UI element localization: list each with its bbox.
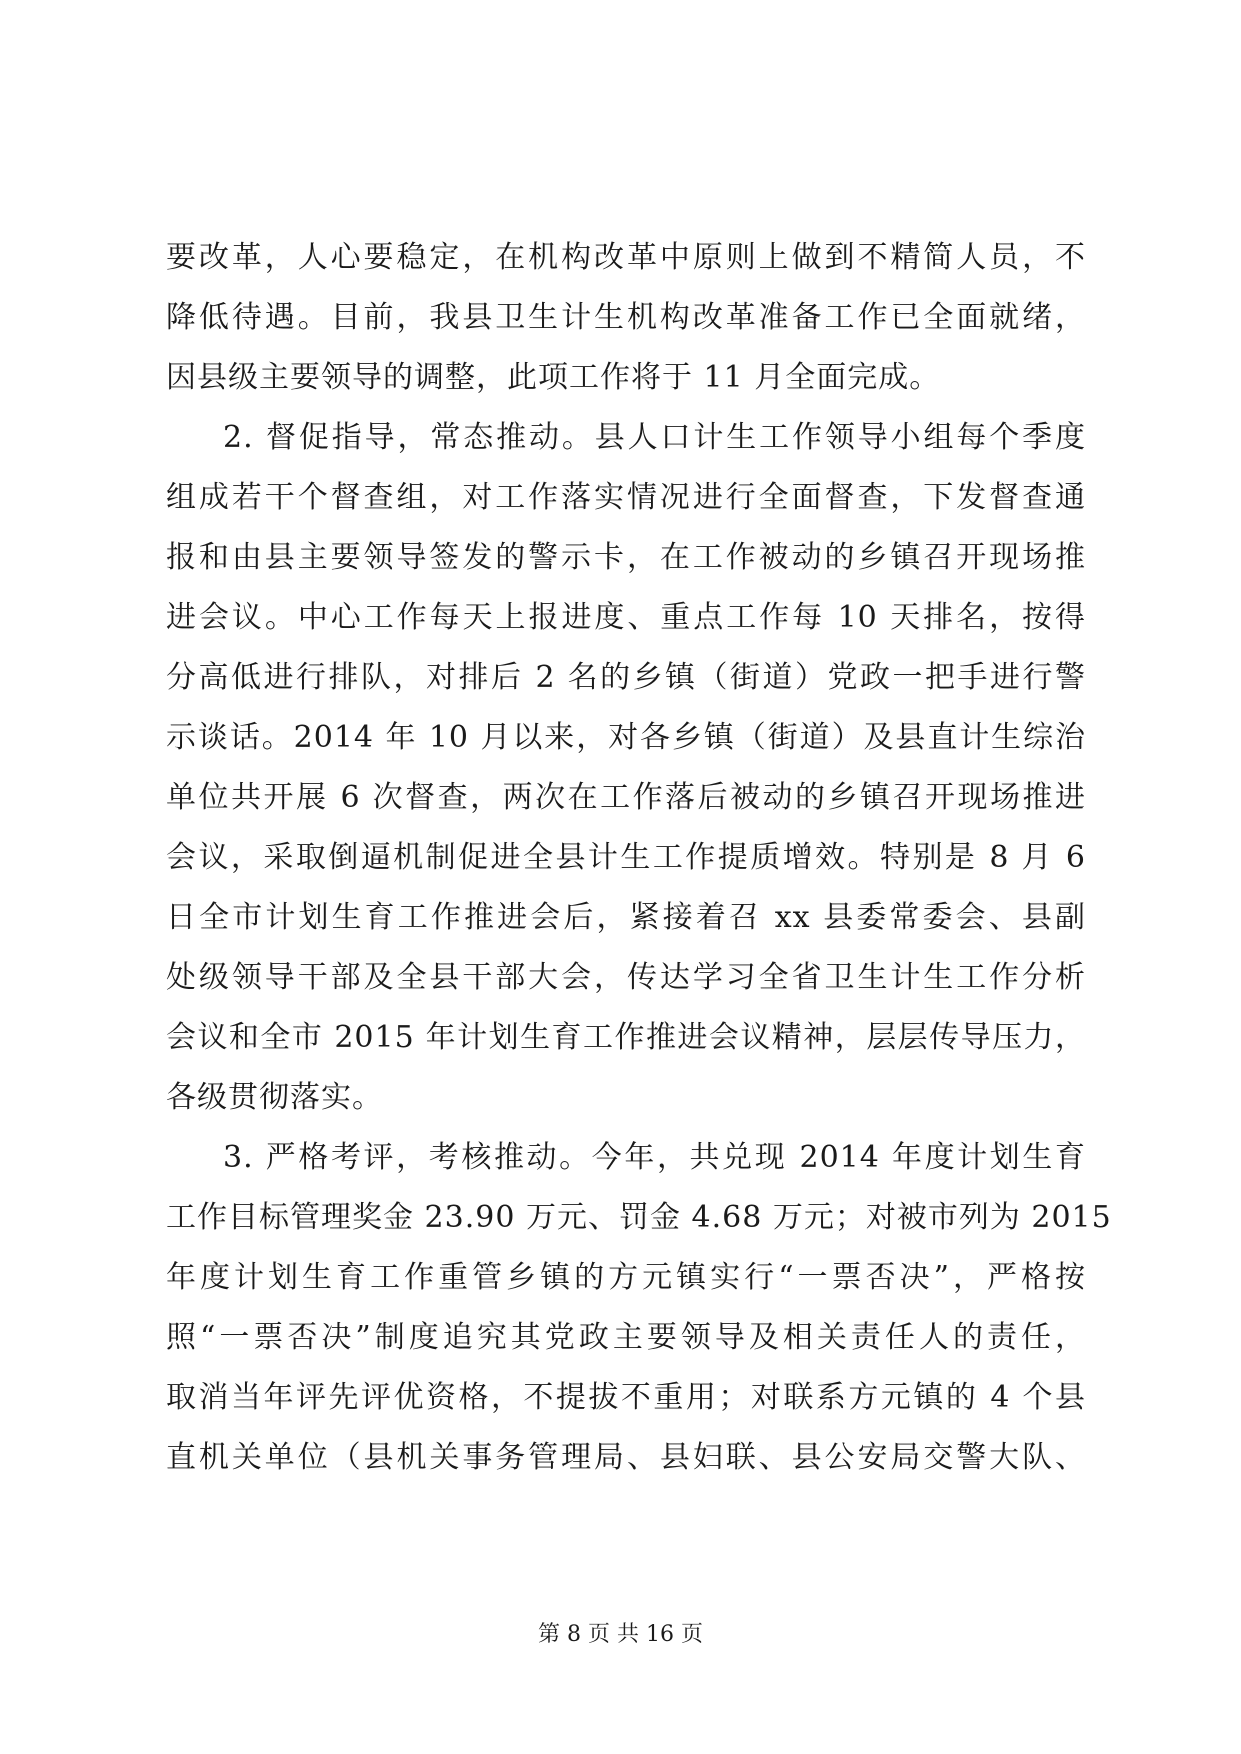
text-line: 处级领导干部及全县干部大会，传达学习全省卫生计生工作分析 [166,960,1086,995]
text-line: 降低待遇。目前，我县卫生计生机构改革准备工作已全面就绪， [166,300,1086,335]
text-line: 要改革，人心要稳定，在机构改革中原则上做到不精简人员，不 [166,240,1086,275]
text-line: 3. 严格考评，考核推动。今年，共兑现 2014 年度计划生育 [223,1140,1086,1175]
text-line: 会议和全市 2015 年计划生育工作推进会议精神，层层传导压力， [166,1020,1086,1055]
text-line: 直机关单位（县机关事务管理局、县妇联、县公安局交警大队、 [166,1440,1086,1475]
text-line: 因县级主要领导的调整，此项工作将于 11 月全面完成。 [166,360,941,395]
text-line: 会议，采取倒逼机制促进全县计生工作提质增效。特别是 8 月 6 [166,840,1086,875]
text-line: 2. 督促指导，常态推动。县人口计生工作领导小组每个季度 [223,420,1086,455]
body-text [166,228,1112,1488]
text-line: 日全市计划生育工作推进会后，紧接着召 xx 县委常委会、县副 [166,900,1086,935]
text-line: 照“一票否决”制度追究其党政主要领导及相关责任人的责任， [166,1320,1086,1355]
text-line: 进会议。中心工作每天上报进度、重点工作每 10 天排名，按得 [166,600,1086,635]
text-line: 各级贯彻落实。 [166,1080,383,1115]
text-line: 分高低进行排队，对排后 2 名的乡镇（街道）党政一把手进行警 [166,660,1086,695]
text-line: 年度计划生育工作重管乡镇的方元镇实行“一票否决”，严格按 [166,1260,1086,1295]
text-line: 单位共开展 6 次督查，两次在工作落后被动的乡镇召开现场推进 [166,780,1086,815]
text-line: 报和由县主要领导签发的警示卡，在工作被动的乡镇召开现场推 [166,540,1086,575]
text-line: 示谈话。2014 年 10 月以来，对各乡镇（街道）及县直计生综治 [166,720,1086,755]
text-line: 取消当年评先评优资格，不提拔不重用；对联系方元镇的 4 个县 [166,1380,1086,1415]
text-line: 工作目标管理奖金 23.90 万元、罚金 4.68 万元；对被市列为 2015 [166,1200,1112,1235]
page-number-footer: 第 8 页 共 16 页 [538,1622,703,1647]
text-line: 组成若干个督查组，对工作落实情况进行全面督查，下发督查通 [166,480,1086,515]
